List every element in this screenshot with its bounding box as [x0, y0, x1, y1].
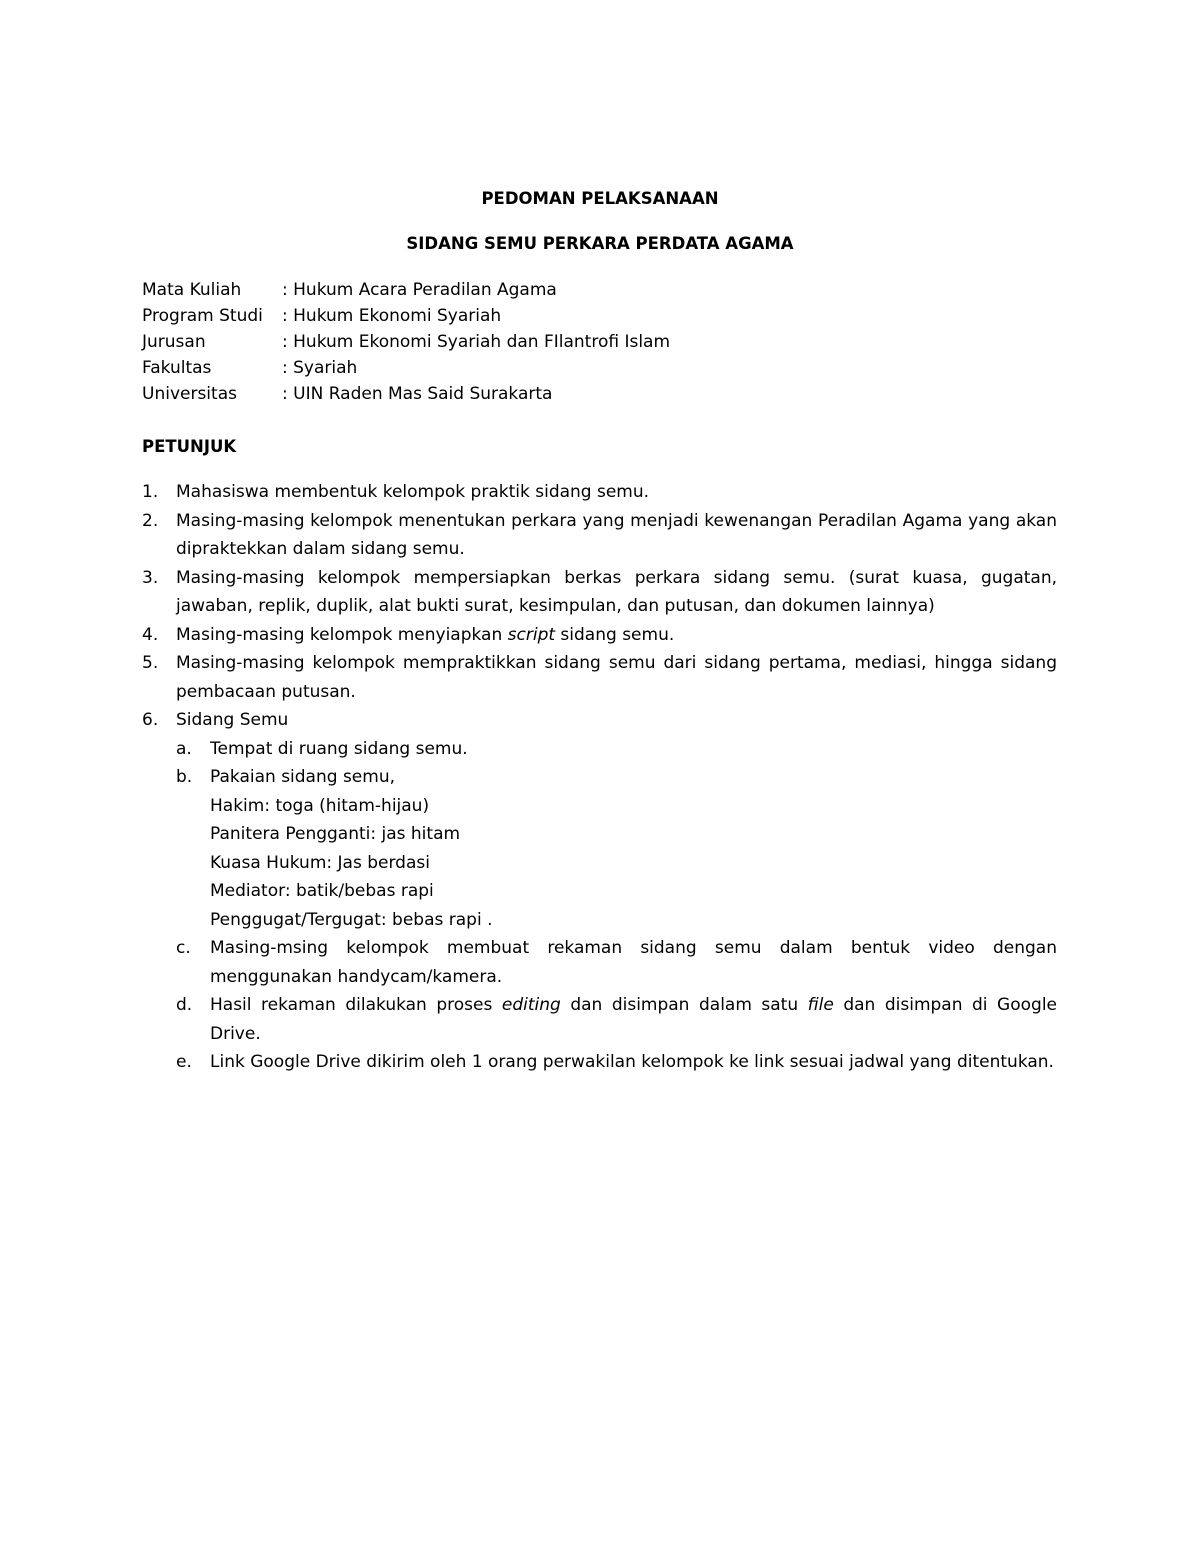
sub-item-letter: c.: [176, 938, 191, 958]
sub-list-item: [176, 735, 1057, 764]
list-item: [142, 706, 1057, 1077]
item-number: 3.: [142, 567, 159, 588]
item-number: 1.: [142, 482, 159, 502]
info-row-faculty: [142, 355, 670, 381]
section-heading: PETUNJUK: [142, 437, 237, 456]
attire-line: Panitera Pengganti: jas hitam: [210, 824, 461, 844]
info-row-program: [142, 303, 670, 329]
item-number: 6.: [142, 710, 159, 730]
item-number: 4.: [142, 624, 159, 645]
list-item: [142, 649, 1057, 706]
info-value: : Hukum Ekonomi Syariah: [282, 306, 502, 326]
sub-item-letter: d.: [176, 995, 193, 1015]
info-row-course: [142, 277, 670, 303]
sub-item-text: Hasil rekaman dilakukan proses: [210, 995, 502, 1015]
attire-line: Penggugat/Tergugat: bebas rapi .: [210, 909, 493, 930]
document-title: PEDOMAN PELAKSANAAN: [481, 189, 719, 208]
item-text-italic: script: [507, 624, 556, 645]
course-info: [142, 277, 670, 407]
item-text: Mahasiswa membentuk kelompok praktik sidang semu.: [176, 482, 650, 502]
item-text: Masing-masing kelompok menentukan perkara yang menjadi kewenangan Peradilan Agama yang akan dipraktekkan dalam sidang semu.: [176, 510, 1057, 559]
list-item: [142, 507, 1057, 564]
sub-item-letter: a.: [176, 738, 192, 759]
attire-line: Pakaian sidang semu,: [210, 767, 395, 787]
info-key: Program Studi: [142, 306, 263, 326]
info-key: Fakultas: [142, 358, 212, 378]
item-text: Masing-masing kelompok mempraktikkan sidang semu dari sidang pertama, mediasi, hingga sidang pembacaan putusan.: [176, 653, 1057, 702]
list-item: [142, 621, 1057, 650]
sub-item-text: Masing-msing kelompok membuat rekaman sidang semu dalam bentuk video dengan menggunakan handycam/kamera.: [210, 938, 1057, 987]
sub-list-item: [176, 763, 1057, 934]
sub-list-item: [176, 934, 1057, 991]
list-item: [142, 564, 1057, 621]
list-item: [142, 478, 1057, 507]
sub-list-item: [176, 991, 1057, 1048]
info-value: : Hukum Acara Peradilan Agama: [282, 280, 557, 300]
sub-item-text-italic: file: [807, 995, 834, 1015]
info-value: : Hukum Ekonomi Syariah dan FIlantrofi Islam: [282, 332, 671, 352]
sub-item-letter: b.: [176, 767, 193, 787]
info-key: Universitas: [142, 384, 237, 404]
item-text: Masing-masing kelompok menyiapkan: [176, 624, 508, 645]
instruction-list: [142, 478, 1057, 1077]
sub-item-text: dan disimpan di Google Drive.: [210, 995, 1057, 1044]
info-row-university: [142, 381, 670, 407]
item-text: Sidang Semu: [176, 710, 289, 730]
info-value: : UIN Raden Mas Said Surakarta: [282, 384, 553, 404]
sub-item-text: Tempat di ruang sidang semu.: [210, 738, 468, 759]
item-number: 2.: [142, 510, 159, 531]
sub-item-text-italic: editing: [501, 995, 561, 1015]
attire-line: Mediator: batik/bebas rapi: [210, 881, 434, 901]
info-row-department: [142, 329, 670, 355]
info-key: Mata Kuliah: [142, 280, 242, 300]
sub-item-text: Link Google Drive dikirim oleh 1 orang perwakilan kelompok ke link sesuai jadwal yang ditentukan.: [210, 1052, 1054, 1072]
info-key: Jurusan: [142, 332, 206, 352]
item-number: 5.: [142, 653, 159, 673]
item-text: sidang semu.: [555, 624, 675, 645]
item-text: Masing-masing kelompok mempersiapkan berkas perkara sidang semu. (surat kuasa, gugatan, jawaban, replik, duplik, alat bukti surat, kesimpulan, dan putusan, dan dokumen lainnya): [176, 567, 1057, 616]
attire-line: Kuasa Hukum: Jas berdasi: [210, 852, 430, 873]
info-value: : Syariah: [282, 358, 358, 378]
sub-item-letter: e.: [176, 1052, 192, 1072]
sub-list-item: [176, 1048, 1057, 1077]
sub-item-text: dan disimpan dalam satu: [560, 995, 808, 1015]
attire-line: Hakim: toga (hitam-hijau): [210, 795, 430, 816]
document-subtitle: SIDANG SEMU PERKARA PERDATA AGAMA: [406, 234, 794, 253]
